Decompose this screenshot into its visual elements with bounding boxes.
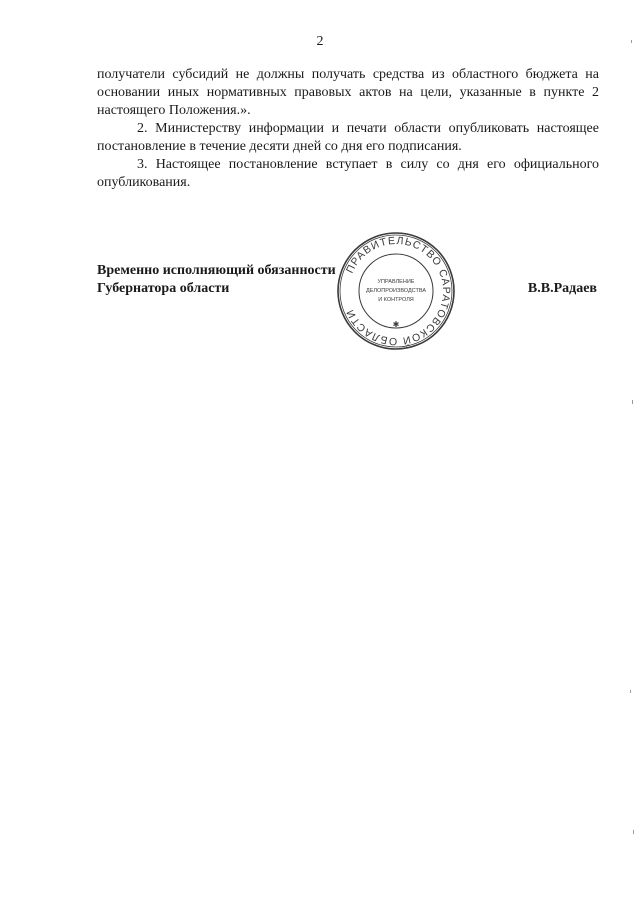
signatory-position-line1: Временно исполняющий обязанности [97, 263, 336, 278]
document-body [97, 66, 599, 192]
paragraph-continuation: получатели субсидий не должны получать средства из областного бюджета на основании иных нормативных правовых актов на цели, указанные в пункте 2 настоящего Положения.». [97, 67, 599, 118]
official-seal-stamp [336, 231, 456, 351]
signatory-name: В.В.Радаев [527, 281, 597, 296]
stamp-inner-line3: И КОНТРОЛЯ [378, 297, 414, 303]
stamp-star-icon: ✱ [392, 320, 400, 329]
paragraph-2: 2. Министерству информации и печати области опубликовать настоящее постановление в течение десяти дней со дня его подписания. [97, 121, 599, 154]
scan-artifact [632, 400, 633, 404]
stamp-outer-text: ПРАВИТЕЛЬСТВО САРАТОВСКОЙ ОБЛАСТИ [343, 234, 453, 348]
signatory-position-line2: Губернатора области [97, 281, 230, 296]
page-number: 2 [316, 34, 324, 49]
paragraph-3: 3. Настоящее постановление вступает в силу со дня его официального опубликования. [97, 157, 599, 190]
scan-artifact [633, 830, 634, 834]
stamp-inner-line2: ДЕЛОПРОИЗВОДСТВА [365, 288, 427, 294]
scan-artifact [630, 690, 631, 693]
scan-artifact [631, 40, 632, 43]
stamp-inner-line1: УПРАВЛЕНИЕ [377, 279, 415, 285]
